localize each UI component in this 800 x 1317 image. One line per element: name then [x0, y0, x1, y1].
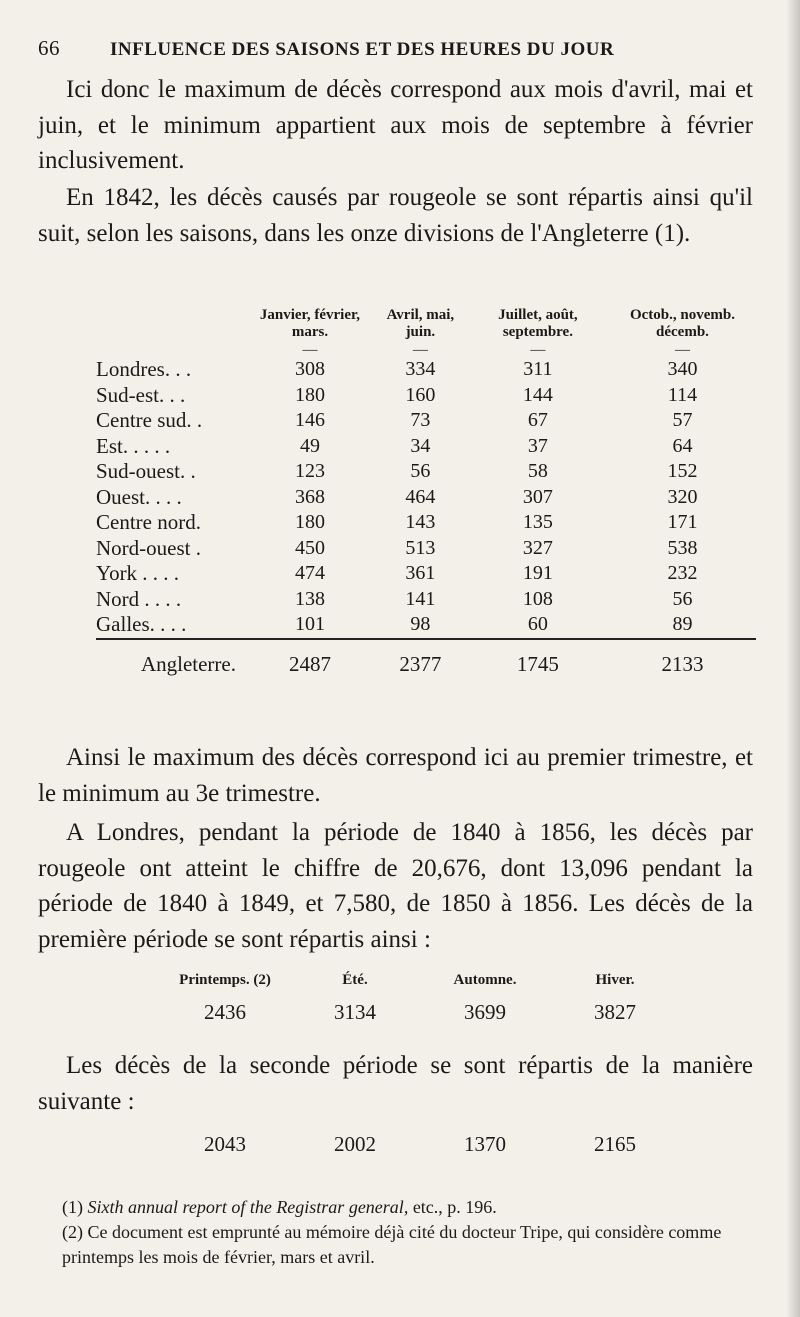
- dash-cell: —: [674, 342, 690, 358]
- deaths-cell-q1: 2487: [246, 639, 374, 678]
- deaths-cell-q1: 123: [294, 460, 325, 482]
- running-header: [38, 36, 728, 61]
- table-header-q2: Avril, mai, juin.: [386, 307, 455, 340]
- table-row: [96, 434, 756, 460]
- deaths-cell-q4: 64: [672, 434, 693, 457]
- deaths-cell-q3: 191: [522, 562, 553, 584]
- table-row: [96, 459, 756, 485]
- deaths-cell-q2: 34: [410, 434, 431, 457]
- footnote-1-title: Sixth annual report of the Registrar general: [87, 1197, 404, 1217]
- paragraph-5-text: Les décès de la seconde période se sont répartis de la manière suivante :: [38, 1052, 753, 1115]
- region-name: Sud-ouest. .: [96, 459, 196, 483]
- dash-cell: [96, 343, 246, 357]
- table-row: [96, 536, 756, 562]
- deaths-cell-q2: 464: [405, 485, 436, 508]
- deaths-cell-q4: 2133: [609, 639, 756, 678]
- footnote-1: [62, 1195, 762, 1220]
- footnotes: [62, 1195, 762, 1270]
- deaths-cell-q1: 146: [294, 409, 325, 431]
- season-label-summer: Été.: [342, 972, 368, 988]
- running-title: INFLUENCE DES SAISONS ET DES HEURES DU JOUR: [110, 39, 615, 60]
- deaths-cell-q3: 327: [522, 536, 553, 559]
- table-header-q1: Janvier, février, mars.: [259, 307, 361, 340]
- deaths-cell-q3: 58: [527, 460, 548, 482]
- deaths-cell-q4: 152: [667, 460, 698, 482]
- deaths-cell-q2: 2377: [374, 639, 467, 678]
- season-label-autumn: Automne.: [453, 972, 517, 988]
- period-1-summer: 3134: [334, 1000, 376, 1024]
- table-header-row: [96, 307, 756, 343]
- table-row: [96, 408, 756, 434]
- deaths-cell-q3: 37: [527, 434, 548, 457]
- region-name: Londres. . .: [96, 357, 192, 381]
- deaths-cell-q2: 160: [405, 383, 436, 406]
- deaths-cell-q3: 108: [522, 587, 553, 610]
- region-name: York . . . .: [96, 561, 180, 585]
- deaths-cell-q1: 49: [299, 434, 320, 457]
- paragraph-4: [38, 815, 753, 957]
- table-total-row: [96, 639, 756, 678]
- footnote-1-mark: (1): [62, 1197, 83, 1217]
- deaths-cell-q4: 57: [672, 409, 693, 431]
- deaths-cell-q1: 368: [294, 485, 325, 508]
- paragraph-3-text: Ainsi le maximum des décès correspond ici au premier trimestre, et le minimum au 3e trimestre.: [38, 744, 753, 807]
- period-2-winter: 2165: [594, 1132, 636, 1156]
- season-label-spring: Printemps. (2): [179, 972, 271, 988]
- deaths-cell-q3: 1745: [467, 639, 609, 678]
- season-label-winter: Hiver.: [595, 972, 635, 988]
- table-row: [96, 561, 756, 587]
- paragraph-1-text: Ici donc le maximum de décès correspond aux mois d'avril, mai et juin, et le minimum appartient aux mois de septembre à février inclusivement.: [38, 76, 753, 174]
- table-dash-row: [96, 343, 756, 357]
- dash-cell: —: [302, 342, 318, 358]
- region-name: Nord-ouest .: [96, 535, 201, 560]
- table-row: [96, 383, 756, 409]
- dash-cell: —: [530, 342, 546, 358]
- region-name: Centre nord.: [96, 510, 201, 534]
- deaths-cell-q1: 138: [294, 587, 325, 610]
- table-header-region: [96, 307, 246, 343]
- paragraph-2: [38, 180, 753, 251]
- deaths-cell-q3: 307: [522, 485, 553, 508]
- deaths-cell-q2: 361: [405, 562, 436, 584]
- deaths-cell-q1: 180: [294, 383, 325, 406]
- table-row: [96, 510, 756, 536]
- table-row: [96, 485, 756, 511]
- period-1-winter: 3827: [594, 1000, 636, 1024]
- table-body: [96, 343, 756, 677]
- deaths-cell-q2: 143: [405, 511, 436, 533]
- deaths-cell-q3: 144: [522, 383, 553, 406]
- region-name: Nord . . . .: [96, 586, 182, 611]
- period-1-values-row: [160, 1000, 680, 1025]
- deaths-cell-q1: 308: [294, 358, 325, 380]
- deaths-cell-q4: 171: [667, 511, 698, 533]
- page-number: 66: [38, 36, 60, 60]
- deaths-cell-q2: 56: [410, 460, 431, 482]
- page-edge-shadow: [786, 0, 800, 1317]
- deaths-cell-q4: 340: [667, 358, 698, 380]
- deaths-cell-q2: 334: [405, 358, 436, 380]
- table-header-q4: Octob., novemb. décemb.: [629, 307, 735, 340]
- region-name: Angleterre.: [96, 639, 246, 678]
- period-2-summer: 2002: [334, 1132, 376, 1156]
- region-name: Centre sud. .: [96, 408, 203, 432]
- region-name: Sud-est. . .: [96, 382, 186, 407]
- paragraph-2-text: En 1842, les décès causés par rougeole se sont répartis ainsi qu'il suit, selon les saisons, dans les onze divisions de l'Angleterre (1).: [38, 184, 753, 247]
- period-1-spring: 2436: [204, 1000, 246, 1024]
- footnote-2-text: (2) Ce document est emprunté au mémoire déjà cité du docteur Tripe, qui considère comme printemps les mois de février, mars et avril.: [62, 1222, 722, 1267]
- deaths-cell-q3: 60: [527, 613, 548, 635]
- table-row: [96, 357, 756, 383]
- deaths-cell-q4: 320: [667, 485, 698, 508]
- period-2-spring: 2043: [204, 1132, 246, 1156]
- deaths-cell-q1: 450: [294, 536, 325, 559]
- deaths-cell-q1: 180: [294, 511, 325, 533]
- deaths-cell-q2: 98: [410, 613, 431, 635]
- dash-cell: —: [412, 342, 428, 358]
- deaths-cell-q4: 89: [672, 613, 693, 635]
- period-2-values-row: [160, 1132, 680, 1157]
- footnote-2: [62, 1220, 762, 1270]
- season-header-row: [160, 972, 680, 989]
- region-name: Ouest. . . .: [96, 484, 182, 509]
- measles-deaths-table: [96, 307, 756, 677]
- period-1-autumn: 3699: [464, 1000, 506, 1024]
- period-2-autumn: 1370: [464, 1132, 506, 1156]
- deaths-cell-q3: 311: [523, 358, 553, 380]
- table-row: [96, 612, 756, 639]
- region-name: Est. . . . .: [96, 433, 171, 458]
- deaths-cell-q1: 101: [294, 613, 325, 635]
- region-name: Galles. . . .: [96, 612, 187, 636]
- paragraph-1: [38, 72, 753, 179]
- deaths-cell-q2: 141: [405, 587, 436, 610]
- table-header-q3: Juillet, août, septembre.: [498, 307, 578, 340]
- deaths-cell-q4: 232: [667, 562, 698, 584]
- deaths-cell-q4: 114: [667, 383, 698, 406]
- deaths-cell-q3: 67: [527, 409, 548, 431]
- paragraph-5: [38, 1048, 753, 1119]
- footnote-1-rest: , etc., p. 196.: [403, 1197, 497, 1217]
- deaths-cell-q2: 513: [405, 536, 436, 559]
- table-row: [96, 587, 756, 613]
- deaths-cell-q4: 56: [672, 587, 693, 610]
- deaths-cell-q2: 73: [410, 409, 431, 431]
- deaths-cell-q4: 538: [667, 536, 698, 559]
- deaths-cell-q1: 474: [294, 562, 325, 584]
- paragraph-3: [38, 740, 753, 811]
- paragraph-4-text: A Londres, pendant la période de 1840 à 1856, les décès par rougeole ont atteint le chiffre de 20,676, dont 13,096 pendant la période de 1840 à 1849, et 7,580, de 1850 à 1856. Les décès de la première période se sont répartis ainsi :: [38, 819, 753, 953]
- deaths-cell-q3: 135: [522, 511, 553, 533]
